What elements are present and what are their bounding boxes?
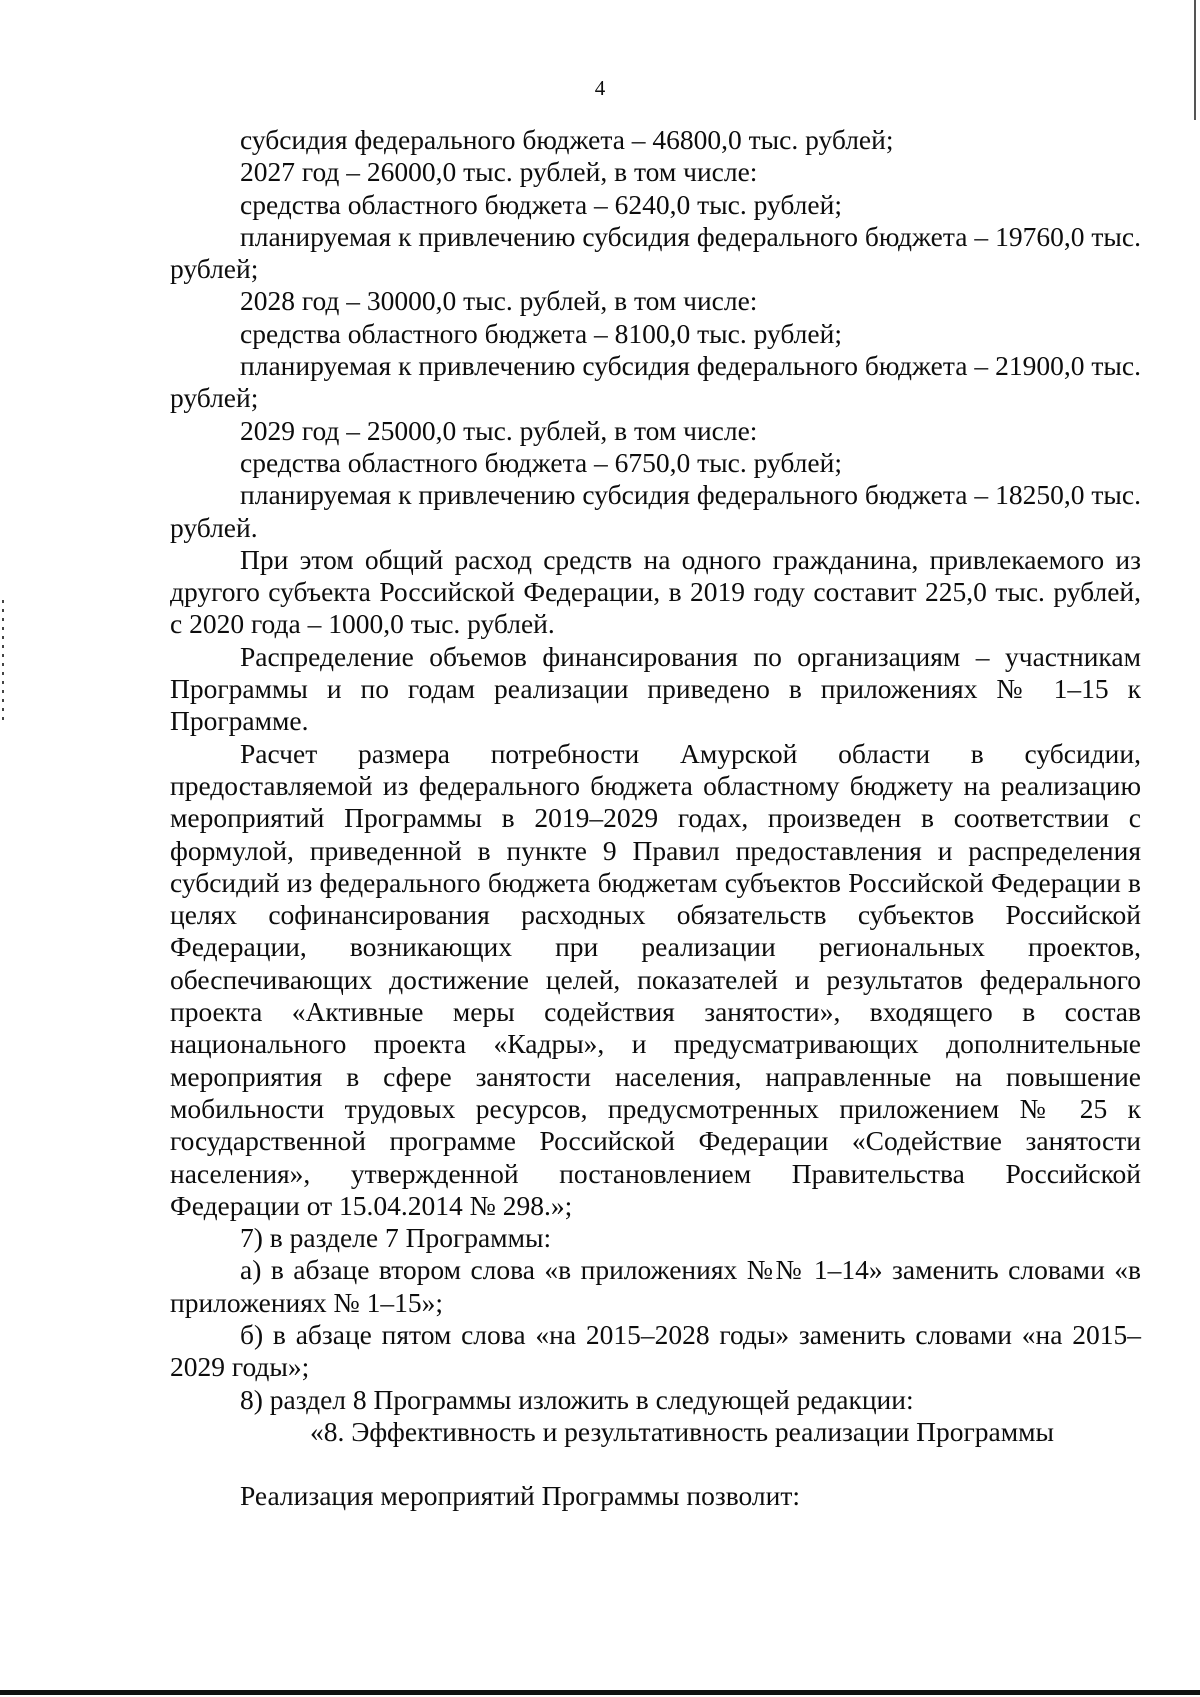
paragraph-year-2027-federal: планируемая к привлечению субсидия федерального бюджета – 19760,0 тыс. рублей; — [170, 220, 1141, 285]
paragraph-year-2027-regional: средства областного бюджета – 6240,0 тыс. рублей; — [240, 188, 842, 220]
paragraph-year-2028-total: 2028 год – 30000,0 тыс. рублей, в том числе: — [240, 285, 758, 317]
paragraph-year-2028-regional: средства областного бюджета – 8100,0 тыс. рублей; — [240, 317, 842, 349]
paragraph-item-7a: а) в абзаце втором слова «в приложениях №№ 1–14» заменить словами «в приложениях № 1–15»; — [170, 1254, 1141, 1318]
scan-artifact-right — [1194, 0, 1196, 120]
paragraph-funding-distribution: Распределение объемов финансирования по организациям – участникам Программы и по годам реализации приведено в приложениях № 1–15 к Программе. — [170, 640, 1141, 737]
paragraph-cost-per-citizen: При этом общий расход средств на одного гражданина, привлекаемого из другого субъекта Российской Федерации, в 2019 году составит 225,0 тыс. рублей, с 2020 года – 1000,0 тыс. рублей. — [170, 543, 1141, 640]
document-body — [170, 124, 1141, 1512]
paragraph-year-2028-federal: планируемая к привлечению субсидия федерального бюджета – 21900,0 тыс. рублей; — [170, 350, 1141, 414]
paragraph-year-2029-regional: средства областного бюджета – 6750,0 тыс. рублей; — [240, 446, 842, 478]
paragraph-program-implementation: Реализация мероприятий Программы позволит: — [240, 1480, 801, 1512]
paragraph-year-2029-total: 2029 год – 25000,0 тыс. рублей, в том числе: — [240, 414, 758, 446]
section-8-heading: «8. Эффективность и результативность реализации Программы — [310, 1415, 1055, 1447]
scan-artifact-bottom — [0, 1690, 1200, 1695]
page-number: 4 — [594, 76, 606, 100]
paragraph-year-2029-federal: планируемая к привлечению субсидия федерального бюджета – 18250,0 тыс. рублей. — [170, 479, 1141, 543]
paragraph-federal-subsidy-2026: субсидия федерального бюджета – 46800,0 тыс. рублей; — [240, 124, 894, 155]
scan-artifact-left — [2, 600, 4, 720]
paragraph-item-8: 8) раздел 8 Программы изложить в следующей редакции: — [240, 1383, 914, 1415]
paragraph-item-7: 7) в разделе 7 Программы: — [240, 1222, 552, 1254]
paragraph-item-7b: б) в абзаце пятом слова «на 2015–2028 годы» заменить словами «на 2015–2029 годы»; — [170, 1318, 1141, 1383]
paragraph-subsidy-calculation: Расчет размера потребности Амурской области в субсидии, предоставляемой из федерального бюджета областному бюджету на реализацию мероприятий Программы в 2019–2029 годах, произведен в соответствии с формулой, приведенной в пункте 9 Правил предоставления и распределения субсидий из федерального бюджета бюджетам субъектов Российской Федерации в целях софинансирования расходных обязательств субъектов Российской Федерации, возникающих при реализации региональных проектов, обеспечивающих достижение целей, показателей и результатов федерального проекта «Активные меры содействия занятости», входящего в состав национального проекта «Кадры», и предусматривающих дополнительные мероприятия в сфере занятости населения, направленные на повышение мобильности трудовых ресурсов, предусмотренных приложением № 25 к государственной программе Российской Федерации «Содействие занятости населения», утвержденной постановлением Правительства Российской Федерации от 15.04.2014 № 298.»; — [170, 737, 1141, 1221]
paragraph-year-2027-total: 2027 год – 26000,0 тыс. рублей, в том числе: — [240, 156, 758, 188]
